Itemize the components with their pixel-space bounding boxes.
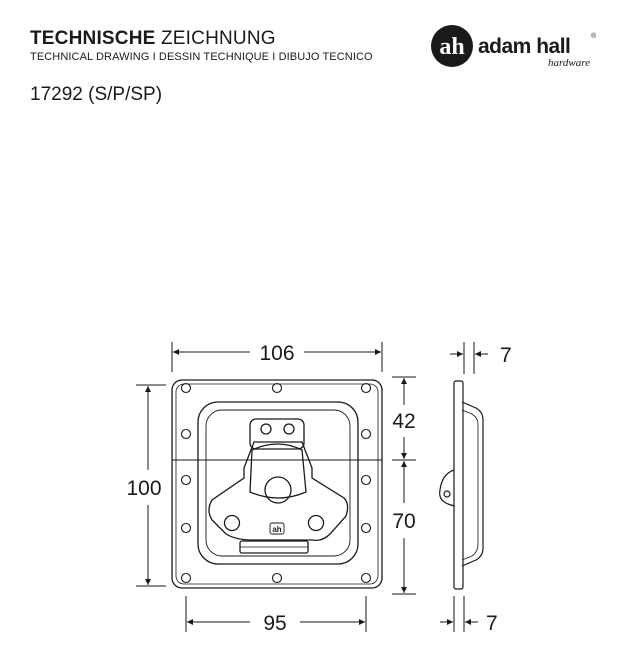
logo-tagline-text: hardware xyxy=(548,57,590,69)
title-bold: TECHNISCHE xyxy=(30,28,156,49)
mounting-hole xyxy=(362,384,371,393)
dim-label-70: 70 xyxy=(392,510,416,533)
side-latch-pivot xyxy=(444,491,450,497)
mounting-hole xyxy=(362,524,371,533)
side-dish-profile xyxy=(462,402,483,566)
side-view xyxy=(440,381,483,589)
title-rest: ZEICHNUNG xyxy=(161,28,276,49)
mounting-hole xyxy=(182,430,191,439)
dim-label-7-bottom: 7 xyxy=(486,612,498,635)
dim-label-42: 42 xyxy=(392,410,416,433)
model-number: 17292 (S/P/SP) xyxy=(30,84,163,105)
dim-label-7-top: 7 xyxy=(500,344,512,367)
mounting-hole xyxy=(362,430,371,439)
logo-mark-text: ah xyxy=(439,34,465,60)
mounting-hole xyxy=(273,384,282,393)
keeper-rivet xyxy=(261,424,271,434)
mounting-plate xyxy=(172,380,382,588)
dim-label-95: 95 xyxy=(263,612,287,635)
logo-registered-mark: ® xyxy=(591,33,597,40)
side-latch-profile xyxy=(440,470,454,506)
side-plate xyxy=(454,381,463,589)
mounting-hole xyxy=(182,574,191,583)
logo-brand-text: adam hall xyxy=(478,35,571,58)
dim-label-106: 106 xyxy=(259,342,295,365)
page-subtitle: TECHNICAL DRAWING I DESSIN TECHNIQUE I DIBUJO TECNICO xyxy=(30,51,373,63)
mounting-hole xyxy=(362,476,371,485)
dim-label-100: 100 xyxy=(126,477,162,500)
keeper-rivet xyxy=(284,424,294,434)
mounting-hole xyxy=(362,574,371,583)
latch-pivot xyxy=(309,516,324,531)
mounting-hole xyxy=(182,384,191,393)
mounting-hole xyxy=(182,524,191,533)
side-dish-inner xyxy=(462,410,478,560)
mounting-hole xyxy=(182,476,191,485)
front-view xyxy=(172,380,382,588)
latch-pivot xyxy=(225,516,240,531)
mounting-hole xyxy=(273,574,282,583)
latch-hook xyxy=(250,444,306,498)
plate-logo-text: ah xyxy=(272,525,282,534)
latch-hub xyxy=(265,477,291,503)
